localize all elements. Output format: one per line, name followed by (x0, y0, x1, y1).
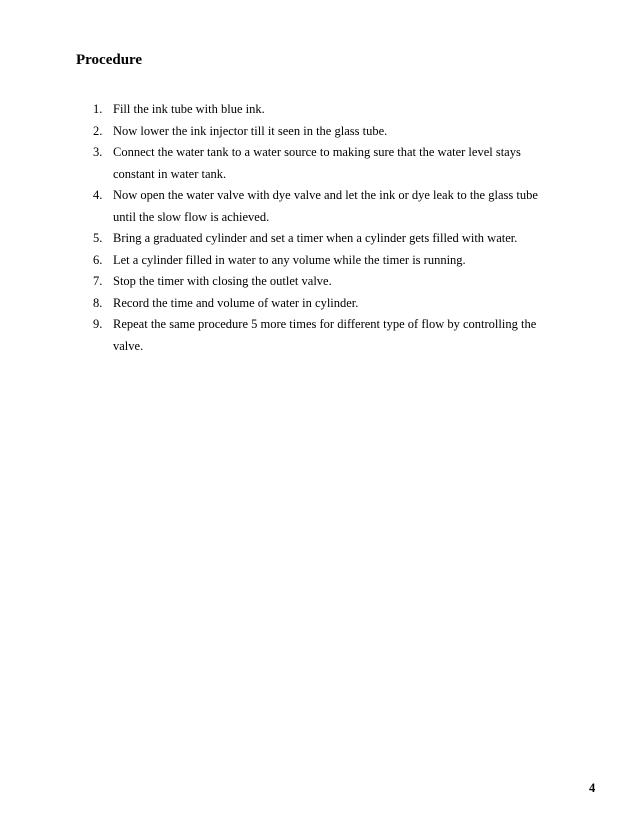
step-number: 7. (93, 274, 103, 288)
procedure-step (76, 121, 556, 143)
step-text: Now lower the ink injector till it seen in the glass tube. (113, 123, 388, 138)
step-number: 2. (93, 123, 103, 138)
step-number: 4. (93, 188, 103, 202)
procedure-step (76, 271, 556, 293)
procedure-step (76, 293, 556, 315)
procedure-step (76, 99, 556, 121)
procedure-step (76, 314, 556, 357)
section-heading: Procedure (76, 52, 143, 68)
step-number: 3. (93, 145, 103, 159)
step-number: 5. (93, 231, 103, 245)
step-text: Connect the water tank to a water source to making sure that the water level stays constant in water tank. (113, 145, 521, 181)
procedure-step (76, 250, 556, 272)
step-text: Bring a graduated cylinder and set a timer when a cylinder gets filled with water. (113, 231, 518, 245)
procedure-step (76, 185, 556, 228)
step-text: Stop the timer with closing the outlet valve. (113, 274, 332, 288)
step-text: Let a cylinder filled in water to any volume while the timer is running. (113, 252, 466, 267)
step-number: 9. (93, 317, 103, 331)
step-text: Fill the ink tube with blue ink. (113, 102, 265, 116)
step-text: Record the time and volume of water in cylinder. (113, 295, 359, 310)
step-number: 8. (93, 295, 103, 310)
procedure-list (76, 99, 556, 357)
step-number: 6. (93, 252, 103, 267)
step-number: 1. (93, 102, 103, 116)
procedure-step (76, 228, 556, 250)
procedure-step (76, 142, 556, 185)
step-text: Now open the water valve with dye valve and let the ink or dye leak to the glass tube until the slow flow is achieved. (113, 188, 538, 224)
page-number: 4 (589, 781, 596, 795)
step-text: Repeat the same procedure 5 more times for different type of flow by controlling the valve. (113, 317, 537, 353)
